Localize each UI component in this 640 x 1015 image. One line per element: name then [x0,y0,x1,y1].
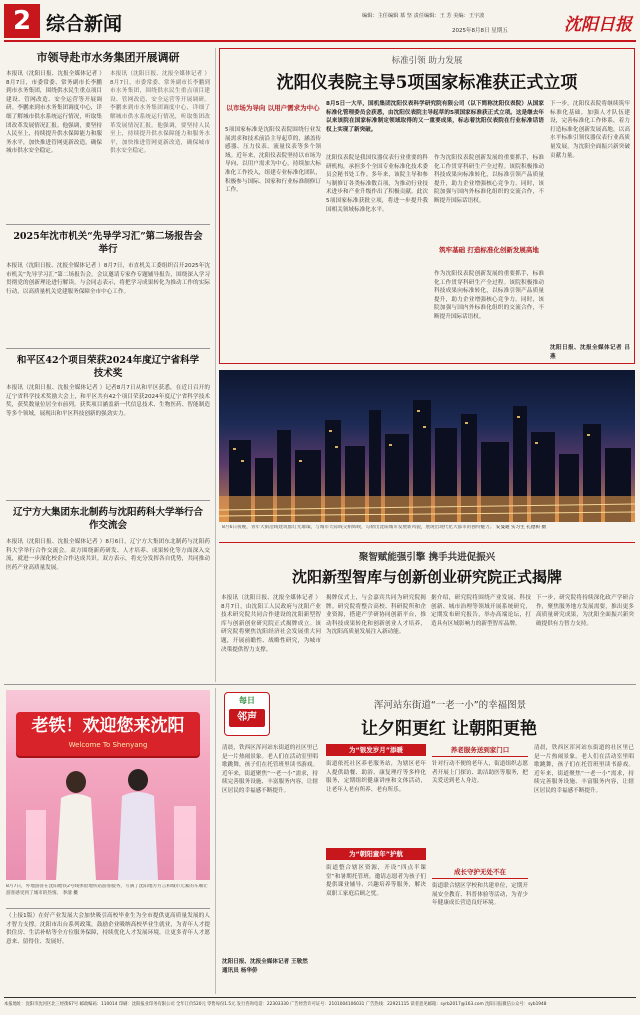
photo-credit: 安曼通 实习生 孔德祺 摄 [495,525,547,530]
community-body3: 针对行动不便的老年人，街道组织志愿者开展上门探访、助洁助医等服务，把关爱送到老人身边。 [432,761,528,785]
body-award: 本报讯（沈阳日报、沈报全媒体记者 ）记者8月7日从和平区获悉，在近日召开的辽宁省科学技术奖励大会上，和平区共有42个项目荣获2024年度辽宁省科学技术奖，获奖数量位居全市前列。获奖项目涵盖新一代信息技术、生物医药、智能制造等多个领域，展现出和平区科技创新的强劲实力。 [6,385,210,417]
welcome-photo [6,690,210,880]
body-water-cont [110,70,210,220]
lead-byline: 沈阳日报、沈报全媒体记者 吕 燕 [550,345,630,360]
think-tank-headline: 沈阳新型智库与创新创业研究院正式揭牌 [291,568,562,586]
lead-body-3: 作为沈阳仪表院创新发展的重要抓手，标准化工作贯穿科研生产全过程。该院积极推动科技成果向标准转化，以标准引领产品质量提升，助力企业增强核心竞争力。同时，该院加强与国内外标准化组织的交流合作，不断提升国际话语权。 [434,155,544,204]
lead-subhead-1: 以市场为导向 以用户需求为中心 [226,104,320,112]
community-sub4-bar [432,866,528,879]
divider-think-tank [219,542,635,543]
skyline-graphic [219,370,635,522]
community-sub4: 成长守护无处不在 [454,868,506,876]
community-intro: 清晨，铁西区浑河站东街道的社区里已是一片热闹景象。老人们在活动室里唱歌跳舞，孩子们在托管班里读书游戏。近年来，街道聚焦“一老一小”需求，持续完善服务设施、丰富服务内容，让辖区居民的幸福感不断提升。 [222,745,318,794]
headline-award: 和平区42个项目荣获2024年度辽宁省科学技术奖 [16,355,200,379]
divider-jobs [6,908,210,909]
lead-headline: 沈阳仪表院主导5项国家标准获正式立项 [276,73,578,93]
community-body2: 街道整合辖区资源，开设“四点半课堂”和暑期托管班，邀请志愿者为孩子们提供课业辅导、兴趣培养等服务，解决双职工家庭后顾之忧。 [326,865,426,897]
body-pharma: 本报讯（沈阳日报、沈报全媒体记者 ）8月6日，辽宁方大集团东北制药与沈阳药科大学举行合作交流会。双方围绕新药研发、人才培养、成果转化等方面深入交流，就进一步深化校企合作达成共识。双方表示，将充分发挥各自优势，共同推动医药产业高质量发展。 [6,539,210,571]
welcome-banner-sub: Welcome To Shenyang [68,741,148,749]
lead-body-2: 沈阳仪表院是我国仪器仪表行业重要的科研机构，承担多个全国专业标准化技术委员会秘书处工作。多年来，该院主导和参与制修订各类标准数百项，为推动行业技术进步和产业升级作出了积极贡献。此次5项国家标准获批立项，将进一步提升我国相关领域标准化水平。 [326,155,428,213]
community-kicker: 浑河站东街道“一老一小”的幸福图景 [373,700,527,711]
welcome-caption [6,884,210,906]
lead-subhead-2: 筑牢基础 打造标准化创新发展高地 [439,246,539,254]
footer-rule [4,997,636,998]
lead-kicker: 标准引领 助力发展 [391,56,463,66]
column-divider-lower [215,688,216,994]
lead-lede: 8月5日一大早，国机集团沈阳仪表科学研究院有限公司（以下简称沈阳仪表院）从国家标准化管理委员会获悉，由沈阳仪表院主导起草的5项国家标准获正式立项。这是继去年以来该院在国家标准制定领域取得的又一重要成果，标志着沈阳仪表院在行业标准话语权上实现了新突破。 [326,101,544,133]
jobs-story-body: （上接1版）在好产业发展大会加快吸引高校毕业生为全市提供更高质量发展的人才智力支撑。沈阳市出台系列政策，鼓励企业吸纳高校毕业生就业，为青年人才提供住房、生活补贴等全方位服务保障，持续优化人才发展环境，让更多青年人才愿意来、留得住、发展好。 [6,913,210,945]
photo-caption [222,525,632,539]
community-body-right: 清晨，铁西区浑河站东街道的社区里已是一片热闹景象。老人们在活动室里唱歌跳舞，孩子们在托管班里读书游戏。近年来，街道聚焦“一老一小”需求，持续完善服务设施、丰富服务内容，让辖区居民的幸福感不断提升。 [534,745,634,794]
body-water: 本报讯（沈阳日报、沈报全媒体记者 ）8月7日，市委常委、常务副市长李鹏到市水务集团，围绕供水民生重点项目建设、管网改造、安全运营等开展调研。李鹏来到市水务集团调度中心，详细了解城市供水系统运行情况，听取集团改革发展情况汇报。他强调，要坚持人民至上，持续提升供水保障能力和服务水平，加快推进管网更新改造，确保城市供水安全稳定。 [6,71,102,155]
headline-pharma: 辽宁方大集团东北制药与沈阳药科大学举行合作交流会 [12,507,203,531]
daily-neighbor-badge [224,692,270,736]
divider-3 [6,500,210,501]
community-sub2-bar [326,848,426,860]
community-sub2: 为“朝阳童年”护航 [348,850,404,858]
think-tank-body-2: 揭牌仪式上，与会嘉宾共同为研究院揭牌。研究院将整合高校、科研院所和企业资源，搭建产学研协同创新平台，推动科技成果转化和创新创业人才培养，为沈阳高质量发展注入新动能。 [326,595,426,636]
badge-bottom-text: 邻声 [229,709,265,727]
divider-lower [4,684,636,685]
lead-body-3b: 作为沈阳仪表院创新发展的重要抓手，标准化工作贯穿科研生产全过程。该院积极推动科技成果向标准转化，以标准引领产品质量提升，助力企业增强核心竞争力。同时，该院加强与国内外标准化组织的交流合作，不断提升国际话语权。 [434,271,544,320]
lead-body-4: 下一步，沈阳仪表院将继续筑牢标准化基础，加强人才队伍建设，完善标准化工作体系，着力打造标准化创新发展高地，以高水平标准引领仪器仪表行业高质量发展，为沈阳全面振兴新突破贡献力量。 [550,101,630,159]
lead-body-1: 5项国家标准是沈阳仪表院围绕行业发展需求和技术前沿主导起草的，涵盖传感器、压力仪表、流量仪表等多个领域。近年来，沈阳仪表院坚持以市场为导向、以用户需求为中心，持续加大标准化工作投入，组建专业标准化团队，积极参与国际、国家和行业标准制修订工作。 [225,127,321,194]
footer-text: 本报地址：沈阳市沈河区北三经街67号 邮政编码：110014 印刷：沈阳报业印务有限公司 全年订价520元 零售每份1.5元 发行咨询电话：22303330 广告经营许可证号：2101004106031 广告热线：22921115 读者意见邮箱：syrb2017@163.com 沈阳日报微信公众号：syb1948 [4,1002,547,1007]
welcome-credit: 李清 摄 [62,890,78,896]
issue-date: 2025年8月8日 星期五 [452,28,508,34]
column-divider-left [215,48,216,682]
divider-1 [6,224,210,225]
community-sub1: 为“银发岁月”添暖 [348,746,404,754]
think-tank-kicker: 聚智赋能强引擎 携手共进促振兴 [358,552,496,563]
community-body4: 街道联合辖区学校和共建单位，定期开展安全教育、科普体验等活动，为青少年健康成长营造良好环境。 [432,883,528,907]
newspaper-logo: 沈阳日报 [564,15,632,35]
body-water-cont-text: 本报讯（沈阳日报、沈报全媒体记者 ）8月7日，市委常委、常务副市长李鹏到市水务集团，围绕供水民生重点项目建设、管网改造、安全运营等开展调研。李鹏来到市水务集团调度中心，详细了解城市供水系统运行情况，听取集团改革发展情况汇报。他强调，要坚持人民至上，持续提升供水保障能力和服务水平，加快推进管网更新改造，确保城市供水安全稳定。 [110,71,210,155]
page-number-badge [4,4,40,38]
welcome-banner [16,712,200,756]
people-silhouettes [6,760,210,880]
think-tank-body-3: 据介绍，研究院将围绕产业发展、科技创新、城市治理等领域开展系统研究，定期发布研究报告，举办高端论坛，打造具有区域影响力的新型智库品牌。 [431,595,531,627]
think-tank-body-1: 本报讯（沈阳日报、沈报全媒体记者 ）8月7日，由沈阳工人民政府与沈阳产业技术研究院共同合作建设的沈阳新型智库与创新创业研究院正式揭牌成立。该研究院将聚焦沈阳经济社会发展重大问题，开展前瞻性、战略性研究，为城市决策提供智力支撑。 [221,595,321,653]
body-study: 本报讯（沈阳日报、沈报全媒体记者 ）8月7日，市直机关工委组织召开2025年沈市机关“先导学习汇”第二场报告会。会议邀请专家作专题辅导报告，围绕深入学习贯彻党的创新理论进行解读。与会同志表示，将把学习成果转化为推动工作的实际行动，以高质量机关党建服务保障全市中心工作。 [6,263,210,295]
city-night-photo [219,370,635,522]
page-number: 2 [12,6,32,36]
community-footer-note: 沈阳日报、沈报全媒体记者 王敬然 通讯员 杨华侨 [222,959,308,974]
photo-caption-text: 8月6日夜晚，青年大街沿线建筑群灯光璀璨，与城市天际线交相辉映，勾勒出沈阳城市发展新风貌，展现出现代化大都市的独特魅力。 [222,525,495,530]
community-sub3: 养老服务送到家门口 [450,746,510,754]
think-tank-body-4: 下一步，研究院将持续深化政产学研合作，聚焦服务地方发展需要，推出更多高质量研究成果，为沈阳全面振兴新突破提供有力智力支持。 [536,595,634,627]
divider-2 [6,348,210,349]
community-headline: 让夕阳更红 让朝阳更艳 [361,719,537,739]
community-body1: 街道依托社区养老服务站，为辖区老年人提供助餐、助浴、康复理疗等多样化服务，定期组织健康讲座和文体活动，让老年人老有所养、老有所乐。 [326,761,426,793]
badge-top-text: 每日 [239,696,255,705]
community-sub1-bar [326,744,426,756]
welcome-caption-text: 8月7日，外地游客在沈阳地铁2号线体验地铁站游客服务，写满了沈阳地方方言和城市元素的车厢让游客感受到了城市的热情。 [6,884,208,896]
editors-line: 编辑：主任编辑 慕 坚 责任编辑：王 芳 美编：王宇波 [362,13,485,19]
masthead-rule [4,40,636,42]
section-title: 综合新闻 [46,13,123,35]
headline-study: 2025年沈市机关“先导学习汇”第二场报告会举行 [13,231,203,255]
welcome-banner-text: 老铁！欢迎您来沈阳 [31,716,185,736]
community-sub3-bar [432,744,528,757]
headline-water: 市领导赴市水务集团开展调研 [36,51,180,64]
